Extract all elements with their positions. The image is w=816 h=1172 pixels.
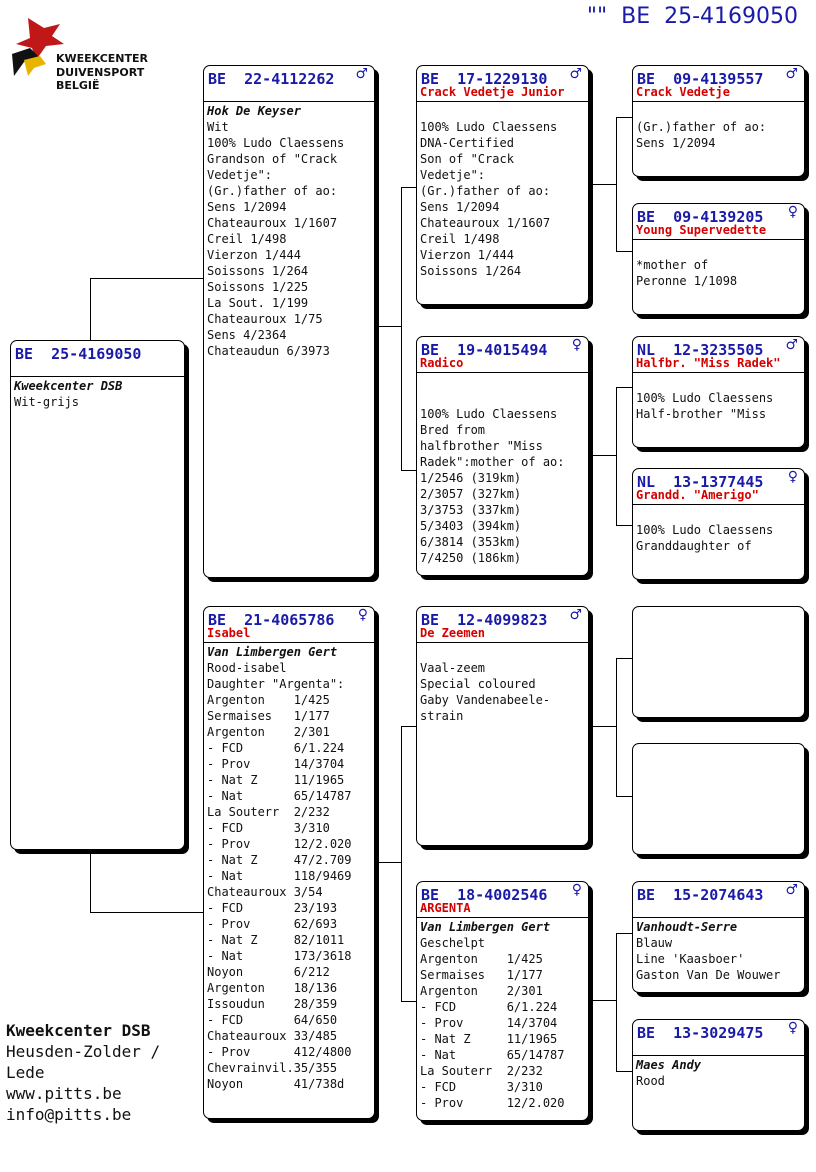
fm-mother-card[interactable]: [632, 468, 805, 580]
detail-line: [636, 374, 802, 390]
bird-name: Crack Vedetje Junior: [420, 85, 565, 99]
ring-number: BE 18-4002546: [421, 886, 548, 904]
detail-line: Half-brother "Miss: [636, 407, 767, 421]
detail-line: *mother of: [636, 258, 709, 272]
detail-line: 1/2546 (319km): [420, 471, 522, 485]
detail-line: Issoudun 28/359: [207, 997, 338, 1011]
detail-line: [636, 506, 802, 522]
detail-line: Bred from: [420, 423, 486, 437]
divider: [417, 917, 588, 918]
connector: [401, 187, 417, 471]
logo: [6, 14, 186, 92]
ring-number: BE 15-2074643: [637, 886, 764, 904]
detail-line: Peronne 1/1098: [636, 274, 738, 288]
ring-number: BE 17-1229130: [421, 70, 548, 88]
detail-line: Grandson of "Crack: [207, 152, 338, 166]
male-symbol-icon: ♂: [355, 66, 368, 82]
contact-email-link[interactable]: info@pitts.be: [6, 1105, 132, 1124]
detail-line: Chateauroux 3/54: [207, 885, 323, 899]
mf-father-card-empty[interactable]: [632, 606, 805, 718]
paternal-grandmother-card[interactable]: [416, 336, 589, 576]
detail-line: Creil 1/498: [420, 232, 500, 246]
detail-line: Soissons 1/264: [420, 264, 522, 278]
detail-line: Line 'Kaasboer': [636, 952, 745, 966]
detail-line: Vedetje":: [207, 168, 273, 182]
female-symbol-icon: ♀: [787, 1020, 798, 1036]
detail-line: - Prov 412/4800: [207, 1045, 352, 1059]
detail-line: [636, 103, 802, 119]
detail-line: Chateauroux 33/485: [207, 1029, 338, 1043]
detail-line: - Nat 65/14787: [207, 789, 352, 803]
detail-line: - FCD 3/310: [207, 821, 330, 835]
ring-number: BE 13-3029475: [637, 1024, 764, 1042]
detail-line: [420, 644, 586, 660]
detail-line: Son of "Crack: [420, 152, 514, 166]
connector: [375, 326, 401, 327]
detail-line: 100% Ludo Claessens: [636, 391, 774, 405]
male-symbol-icon: ♂: [569, 607, 582, 623]
detail-line: - Nat Z 11/1965: [207, 773, 345, 787]
detail-line: Van Limbergen Gert: [420, 920, 551, 934]
contact-city: Heusden-Zolder /: [6, 1042, 161, 1061]
female-symbol-icon: ♀: [357, 607, 368, 623]
bird-details: [420, 374, 586, 566]
detail-line: - Prov 12/2.020: [420, 1096, 565, 1110]
detail-line: - Nat Z 47/2.709: [207, 853, 352, 867]
maternal-grandmother-card[interactable]: [416, 881, 589, 1121]
male-symbol-icon: ♂: [569, 66, 582, 82]
detail-line: Hok De Keyser: [207, 104, 301, 118]
maternal-grandfather-card[interactable]: [416, 606, 589, 846]
mf-mother-card-empty[interactable]: [632, 743, 805, 855]
detail-line: Noyon 6/212: [207, 965, 330, 979]
detail-line: - FCD 64/650: [207, 1013, 338, 1027]
contact-city-2: Lede: [6, 1063, 45, 1082]
detail-line: strain: [420, 709, 464, 723]
detail-line: La Souterr 2/232: [207, 805, 330, 819]
mm-mother-card[interactable]: [632, 1019, 805, 1131]
detail-line: Gaston Van De Wouwer: [636, 968, 781, 982]
logo-text-line2: DUIVENSPORT BELGIË: [56, 66, 145, 92]
divider: [633, 372, 804, 373]
detail-line: 5/3403 (394km): [420, 519, 522, 533]
divider: [204, 642, 374, 643]
detail-line: Gaby Vandenabeele-: [420, 693, 551, 707]
detail-line: Blauw: [636, 936, 673, 950]
subject-card[interactable]: [10, 340, 185, 850]
detail-line: - Prov 62/693: [207, 917, 338, 931]
ring-number: BE 19-4015494: [421, 341, 548, 359]
detail-line: (Gr.)father of ao:: [636, 120, 767, 134]
detail-line: - Prov 12/2.020: [207, 837, 352, 851]
divider: [417, 101, 588, 102]
detail-line: halfbrother "Miss: [420, 439, 543, 453]
ring-number: NL 13-1377445: [637, 473, 764, 491]
ring-number: NL 12-3235505: [637, 341, 764, 359]
detail-line: [420, 103, 586, 119]
detail-line: La Sout. 1/199: [207, 296, 309, 310]
page-title: "" BE 25-4169050: [586, 4, 798, 29]
mother-card[interactable]: [203, 606, 375, 1119]
detail-line: Sens 1/2094: [207, 200, 287, 214]
detail-line: - Prov 14/3704: [420, 1016, 558, 1030]
connector: [589, 726, 616, 727]
detail-line: Argenton 18/136: [207, 981, 338, 995]
detail-line: Sens 1/2094: [636, 136, 716, 150]
detail-line: 3/3753 (337km): [420, 503, 522, 517]
detail-line: - Nat 173/3618: [207, 949, 352, 963]
detail-line: Chateauroux 1/1607: [207, 216, 338, 230]
detail-line: Wit: [207, 120, 229, 134]
detail-line: - Nat Z 82/1011: [207, 933, 345, 947]
bird-details: [14, 378, 182, 410]
detail-line: Argenton 1/425: [420, 952, 543, 966]
ring-number: BE 12-4099823: [421, 611, 548, 629]
bird-details: [420, 919, 586, 1111]
bird-name: Crack Vedetje: [636, 85, 730, 99]
detail-line: Sens 1/2094: [420, 200, 500, 214]
detail-line: Rood-isabel: [207, 661, 287, 675]
detail-line: 100% Ludo Claessens: [420, 120, 558, 134]
divider: [417, 642, 588, 643]
connector: [589, 184, 616, 185]
bird-name: Radico: [420, 356, 464, 370]
detail-line: Sermaises 1/177: [207, 709, 330, 723]
detail-line: Argenton 2/301: [207, 725, 330, 739]
bird-name: ARGENTA: [420, 901, 471, 915]
connector: [589, 455, 616, 456]
detail-line: Noyon 41/738d: [207, 1077, 345, 1091]
detail-line: - Nat Z 11/1965: [420, 1032, 558, 1046]
detail-line: Creil 1/498: [207, 232, 287, 246]
detail-line: - Nat 118/9469: [207, 869, 352, 883]
detail-line: Geschelpt: [420, 936, 486, 950]
detail-line: Vanhoudt-Serre: [636, 920, 738, 934]
detail-line: Soissons 1/264: [207, 264, 309, 278]
detail-line: Soissons 1/225: [207, 280, 309, 294]
detail-line: Chateauroux 1/75: [207, 312, 323, 326]
detail-line: - FCD 3/310: [420, 1080, 543, 1094]
detail-line: Wit-grijs: [14, 395, 80, 409]
contact-name: Kweekcenter DSB: [6, 1021, 151, 1040]
connector: [90, 850, 204, 913]
bird-name: De Zeemen: [420, 626, 486, 640]
detail-line: - FCD 6/1.224: [207, 741, 345, 755]
detail-line: Granddaughter of: [636, 539, 752, 553]
ring-number: BE 09-4139205: [637, 208, 764, 226]
contact-block: [6, 1020, 160, 1125]
connector: [401, 726, 417, 1002]
bird-name: Halfbr. "Miss Radek": [636, 356, 781, 370]
ring-number: BE 21-4065786: [208, 611, 335, 629]
detail-line: 7/4250 (186km): [420, 551, 522, 565]
detail-line: Radek":mother of ao:: [420, 455, 565, 469]
bird-name: Young Supervedette: [636, 223, 767, 237]
detail-line: [420, 374, 586, 390]
divider: [633, 917, 804, 918]
detail-line: - Nat 65/14787: [420, 1048, 565, 1062]
ring-number: BE 09-4139557: [637, 70, 764, 88]
paternal-grandfather-card[interactable]: [416, 65, 589, 305]
detail-line: - FCD 6/1.224: [420, 1000, 558, 1014]
bird-details: [636, 103, 802, 151]
detail-line: Vaal-zeem: [420, 661, 486, 675]
detail-line: La Souterr 2/232: [420, 1064, 543, 1078]
ff-father-card[interactable]: [632, 65, 805, 177]
connector: [589, 1000, 616, 1001]
detail-line: Sens 4/2364: [207, 328, 287, 342]
bird-name: Grandd. "Amerigo": [636, 488, 759, 502]
contact-website-link[interactable]: www.pitts.be: [6, 1084, 122, 1103]
bird-details: [420, 644, 586, 724]
detail-line: Argenton 1/425: [207, 693, 330, 707]
detail-line: - Prov 14/3704: [207, 757, 345, 771]
detail-line: - FCD 23/193: [207, 901, 338, 915]
detail-line: Rood: [636, 1074, 665, 1088]
detail-line: (Gr.)father of ao:: [207, 184, 338, 198]
female-symbol-icon: ♀: [787, 204, 798, 220]
detail-line: (Gr.)father of ao:: [420, 184, 551, 198]
female-symbol-icon: ♀: [571, 337, 582, 353]
divider: [633, 1055, 804, 1056]
detail-line: [636, 241, 802, 257]
fm-father-card[interactable]: [632, 336, 805, 448]
detail-line: Vierzon 1/444: [420, 248, 514, 262]
detail-line: Kweekcenter DSB: [14, 379, 123, 393]
detail-line: Argenton 2/301: [420, 984, 543, 998]
divider: [633, 504, 804, 505]
mm-father-card[interactable]: [632, 881, 805, 993]
logo-text-line1: KWEEKCENTER: [56, 52, 148, 65]
detail-line: 100% Ludo Claessens: [420, 407, 558, 421]
bird-details: [636, 506, 802, 554]
male-symbol-icon: ♂: [785, 882, 798, 898]
connector: [375, 862, 401, 863]
detail-line: Chateaudun 6/3973: [207, 344, 330, 358]
bird-details: [207, 644, 372, 1092]
divider: [204, 101, 374, 102]
bird-details: [636, 374, 802, 422]
divider: [633, 239, 804, 240]
detail-line: 100% Ludo Claessens: [207, 136, 345, 150]
ring-number: BE 22-4112262: [208, 70, 335, 88]
bird-details: [636, 1057, 802, 1089]
detail-line: [420, 390, 586, 406]
detail-line: Maes Andy: [636, 1058, 702, 1072]
detail-line: Sermaises 1/177: [420, 968, 543, 982]
detail-line: Van Limbergen Gert: [207, 645, 338, 659]
detail-line: Chevrainvil.35/355: [207, 1061, 338, 1075]
detail-line: 100% Ludo Claessens: [636, 523, 774, 537]
bird-name: Isabel: [207, 626, 251, 640]
detail-line: Vierzon 1/444: [207, 248, 301, 262]
female-symbol-icon: ♀: [571, 882, 582, 898]
bird-details: [207, 103, 372, 359]
detail-line: Special coloured: [420, 677, 536, 691]
divider: [11, 376, 184, 377]
detail-line: Chateauroux 1/1607: [420, 216, 551, 230]
detail-line: Vedetje":: [420, 168, 486, 182]
detail-line: 2/3057 (327km): [420, 487, 522, 501]
connector: [90, 278, 204, 341]
bird-details: [636, 919, 802, 983]
male-symbol-icon: ♂: [785, 337, 798, 353]
ff-mother-card[interactable]: [632, 203, 805, 315]
detail-line: 6/3814 (353km): [420, 535, 522, 549]
father-card[interactable]: [203, 65, 375, 578]
detail-line: DNA-Certified: [420, 136, 514, 150]
female-symbol-icon: ♀: [787, 469, 798, 485]
divider: [633, 101, 804, 102]
divider: [417, 372, 588, 373]
ring-number: BE 25-4169050: [15, 345, 142, 363]
detail-line: Daughter "Argenta":: [207, 677, 345, 691]
bird-details: [420, 103, 586, 279]
male-symbol-icon: ♂: [785, 66, 798, 82]
bird-details: [636, 241, 802, 289]
